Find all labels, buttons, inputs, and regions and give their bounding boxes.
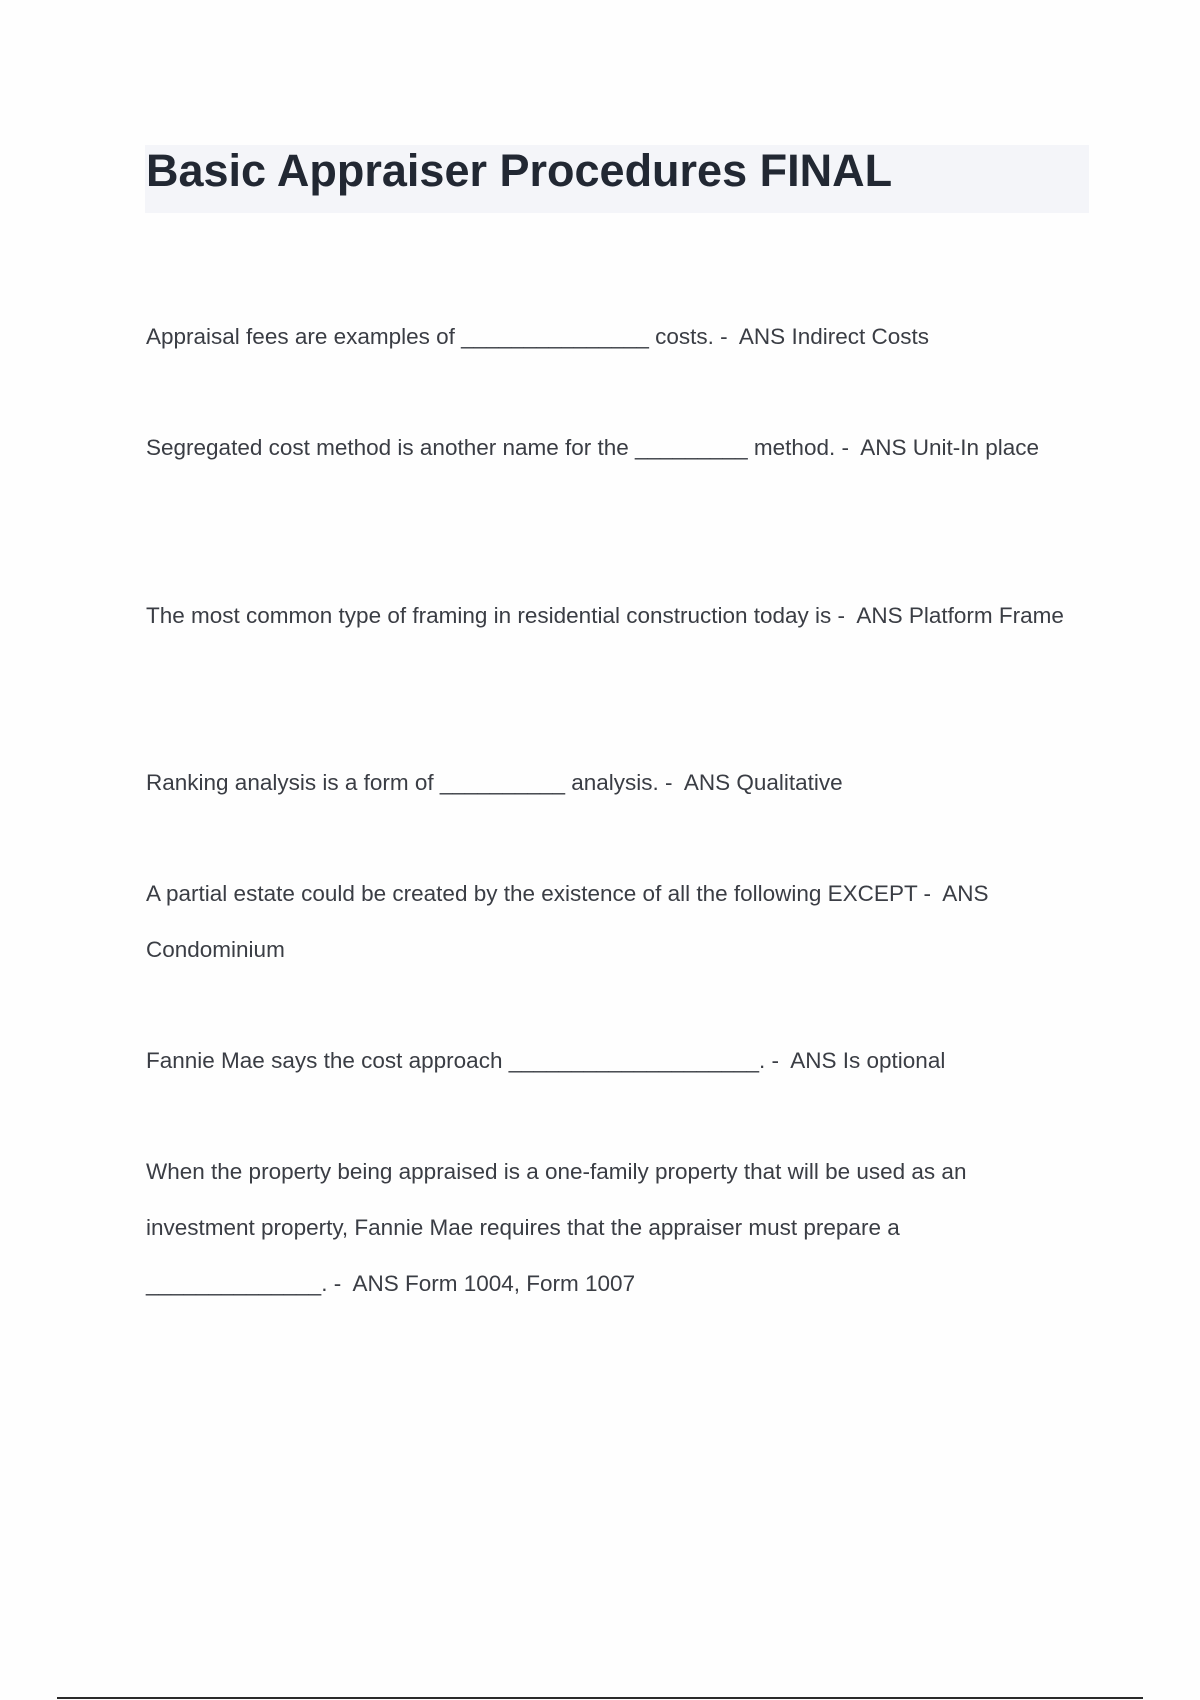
qa-item-7 [146,1144,1076,1312]
question-text: The most common type of framing in residential construction today is - [146,603,846,628]
qa-item-4 [146,755,1076,811]
qa-item-1 [146,309,1076,365]
answer-text: Indirect Costs [791,324,929,349]
answer-prefix: ANS [738,324,786,349]
document-title: Basic Appraiser Procedures FINAL [146,145,893,196]
qa-item-2 [146,420,1076,476]
question-text: Segregated cost method is another name for the _________ method. - [146,435,849,460]
answer-text: Is optional [842,1048,946,1073]
qa-item-5 [146,866,1076,978]
answer-prefix: ANS [942,881,989,906]
answer-prefix: ANS [856,603,903,628]
answer-text: Form 1004, Form 1007 [404,1271,636,1296]
answer-prefix: ANS [790,1048,837,1073]
footer-divider [57,1697,1143,1699]
qa-item-6 [146,1033,1076,1089]
qa-item-3 [146,588,1076,644]
question-text: Appraisal fees are examples of _______________ costs. - [146,324,728,349]
answer-text: Platform Frame [908,603,1064,628]
question-text: Ranking analysis is a form of __________ analysis. - [146,770,673,795]
answer-prefix: ANS [352,1271,399,1296]
answer-text: Qualitative [736,770,843,795]
question-text: A partial estate could be created by the existence of all the following EXCEPT - [146,881,932,906]
question-text: Fannie Mae says the cost approach ____________________. - [146,1048,779,1073]
answer-prefix: ANS [860,435,907,460]
answer-prefix: ANS [683,770,731,795]
answer-text: Condominium [146,937,285,962]
answer-text: Unit-In place [912,435,1040,460]
question-text: When the property being appraised is a one-family property that will be used as an investment property, Fannie Mae requires that the appraiser must prepare a ______________. - [146,1159,967,1296]
